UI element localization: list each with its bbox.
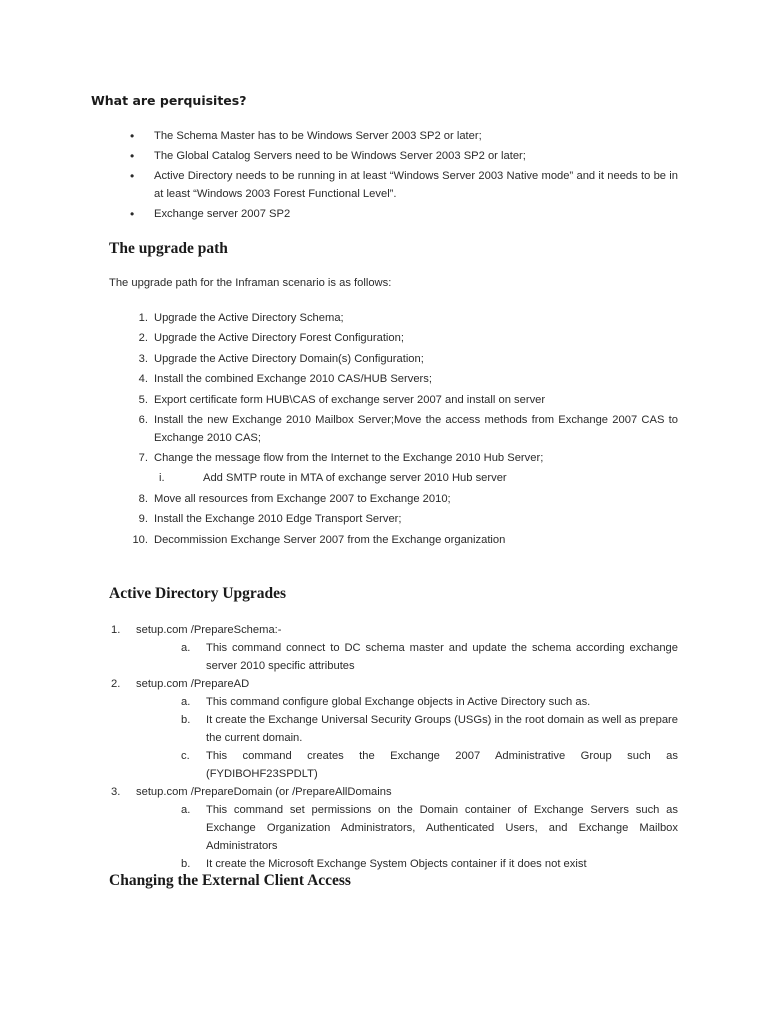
prerequisites-list — [130, 127, 678, 225]
list-number: 2. — [138, 332, 148, 345]
list-item — [111, 783, 678, 873]
sub-list-item — [181, 801, 678, 855]
list-number: a. — [181, 696, 191, 708]
sub-list-item — [181, 711, 678, 747]
list-number: 1. — [111, 624, 121, 636]
list-item — [111, 675, 678, 783]
list-number: 5. — [138, 393, 148, 406]
list-number: 3. — [138, 352, 148, 365]
list-item: • The Global Catalog Servers need to be Windows Server 2003 SP2 or later; — [130, 147, 678, 165]
sub-list-item — [126, 469, 678, 487]
list-item-text: Upgrade the Active Directory Schema; — [154, 312, 344, 324]
list-item-text: It create the Exchange Universal Security Groups (USGs) in the root domain as well as prepare the current domain. — [206, 714, 678, 744]
sub-list-item — [181, 693, 678, 711]
list-item-text: Decommission Exchange Server 2007 from the Exchange organization — [154, 533, 506, 546]
list-number: 8. — [138, 492, 148, 505]
list-item — [111, 621, 678, 675]
list-item — [126, 449, 678, 487]
list-item-text: setup.com /PrepareDomain (or /PrepareAllDomains — [136, 786, 392, 798]
list-item-text: Move all resources from Exchange 2007 to Exchange 2010; — [154, 492, 451, 505]
list-item-text: Upgrade the Active Directory Forest Configuration; — [154, 332, 404, 345]
ad-upgrades-heading: Active Directory Upgrades — [109, 585, 287, 602]
list-item-text: Install the combined Exchange 2010 CAS/HUB Servers; — [154, 373, 432, 386]
upgrade-steps-list — [126, 309, 678, 551]
list-item-text: Change the message flow from the Internet to the Exchange 2010 Hub Server; — [154, 452, 544, 465]
ad-upgrades-list — [111, 621, 678, 873]
list-item: • Active Directory needs to be running in at least “Windows Server 2003 Native mode” and it needs to be in at least “Windows 2003 Forest Functional Level”. — [130, 167, 678, 203]
list-number: i. — [159, 472, 165, 485]
list-number: 4. — [138, 373, 148, 386]
list-number: a. — [181, 804, 191, 816]
list-item — [126, 350, 678, 368]
prerequisites-heading: What are perquisites? — [91, 93, 247, 108]
list-item-text: Upgrade the Active Directory Domain(s) Configuration; — [154, 352, 424, 365]
list-item-text: This command set permissions on the Domain container of Exchange Servers such as Exchange Organization Administrators, Authenticated Users, and Exchange Mailbox Administrators — [206, 804, 678, 852]
list-number: a. — [181, 642, 191, 654]
list-number: c. — [181, 750, 190, 762]
list-number: 1. — [138, 312, 148, 324]
sub-list — [136, 639, 678, 675]
list-item — [126, 490, 678, 508]
list-number: 6. — [138, 413, 148, 426]
list-number: 3. — [111, 786, 121, 798]
sub-list-item — [181, 747, 678, 783]
list-item — [126, 329, 678, 347]
list-number: 7. — [138, 452, 148, 465]
sub-list-item — [181, 855, 678, 873]
list-number: 9. — [138, 513, 148, 526]
list-item-text: Add SMTP route in MTA of exchange server 2010 Hub server — [203, 472, 507, 485]
list-item-text: Install the new Exchange 2010 Mailbox Server;Move the access methods from Exchange 2007 CAS to Exchange 2010 CAS; — [154, 413, 678, 444]
list-item-text: Export certificate form HUB\CAS of exchange server 2007 and install on server — [154, 393, 546, 406]
list-number: b. — [181, 714, 191, 726]
list-item-text: This command configure global Exchange objects in Active Directory such as. — [206, 696, 591, 708]
list-number: b. — [181, 858, 191, 870]
list-item-text: setup.com /PrepareAD — [136, 678, 250, 690]
sub-list — [136, 693, 678, 783]
list-item-text: setup.com /PrepareSchema:- — [136, 624, 282, 636]
list-item: • The Schema Master has to be Windows Server 2003 SP2 or later; — [130, 127, 678, 145]
list-item — [126, 391, 678, 409]
list-item — [126, 370, 678, 388]
upgrade-path-intro: The upgrade path for the Inframan scenario is as follows: — [109, 277, 392, 289]
list-number: 10. — [132, 533, 148, 546]
list-item-text: Install the Exchange 2010 Edge Transport Server; — [154, 513, 402, 526]
list-item-text: This command connect to DC schema master and update the schema according exchange server 2010 specific attributes — [206, 642, 678, 672]
list-item-text: This command creates the Exchange 2007 Administrative Group such as (FYDIBOHF23SPDLT) — [206, 750, 678, 780]
list-item: • Exchange server 2007 SP2 — [130, 205, 678, 223]
list-item — [126, 510, 678, 528]
external-client-access-heading: Changing the External Client Access — [109, 872, 351, 889]
list-item-text: It create the Microsoft Exchange System Objects container if it does not exist — [206, 858, 587, 870]
sub-list-item — [181, 639, 678, 675]
list-item — [126, 531, 678, 549]
sub-list — [136, 801, 678, 873]
list-item — [126, 411, 678, 447]
upgrade-path-heading: The upgrade path — [109, 240, 228, 257]
list-number: 2. — [111, 678, 121, 690]
list-item — [126, 309, 678, 327]
